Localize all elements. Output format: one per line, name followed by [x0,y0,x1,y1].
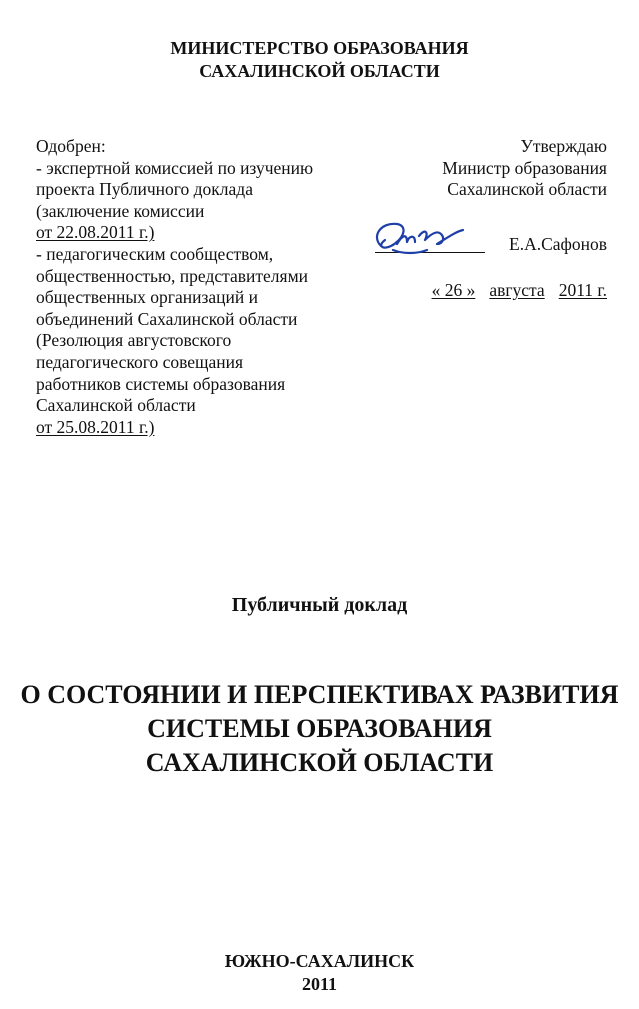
approval-date-commission: от 22.08.2011 г.) [36,222,155,243]
date-day: « 26 » [431,280,476,300]
approval-line: (заключение комиссии [36,200,205,221]
approved-by-block [347,136,607,201]
report-title [0,678,639,780]
approval-line: - педагогическим сообществом, [36,243,274,264]
approve-label: Утверждаю [520,136,607,156]
footer [0,950,639,996]
approval-line: (Резолюция августовского [36,330,232,351]
signature-row [347,230,607,260]
approval-date-resolution: от 25.08.2011 г.) [36,416,155,437]
approval-line: проекта Публичного доклада [36,179,253,200]
approver-position: Министр образования [442,157,607,178]
report-title-line1: О СОСТОЯНИИ И ПЕРСПЕКТИВАХ РАЗВИТИЯ [20,680,619,709]
report-type: Публичный доклад [231,594,408,616]
approval-line: Сахалинской области [36,395,196,416]
approval-line: общественных организаций и [36,287,258,308]
date-year: 2011 г. [558,280,607,300]
city-name: ЮЖНО-САХАЛИНСК [224,951,415,971]
signer-name: Е.А.Сафонов [509,234,607,254]
approval-line: педагогического совещания [36,351,244,372]
report-title-line3: САХАЛИНСКОЙ ОБЛАСТИ [145,748,494,777]
approval-date [347,280,607,301]
signature-icon [367,216,487,260]
ministry-header [0,37,639,83]
report-title-line2: СИСТЕМЫ ОБРАЗОВАНИЯ [147,714,492,743]
ministry-name-line1: МИНИСТЕРСТВО ОБРАЗОВАНИЯ [170,38,469,58]
approval-line: работников системы образования [36,373,286,394]
approval-line: Одобрен: [36,136,106,156]
approval-line: - экспертной комиссией по изучению [36,157,314,178]
approval-line: общественностью, представителями [36,265,309,286]
publication-year: 2011 [301,974,337,994]
approver-region: Сахалинской области [447,179,607,200]
approval-block [36,136,336,438]
ministry-name-line2: САХАЛИНСКОЙ ОБЛАСТИ [199,61,440,81]
date-month: августа [489,280,545,300]
approval-line: объединений Сахалинской области [36,308,298,329]
